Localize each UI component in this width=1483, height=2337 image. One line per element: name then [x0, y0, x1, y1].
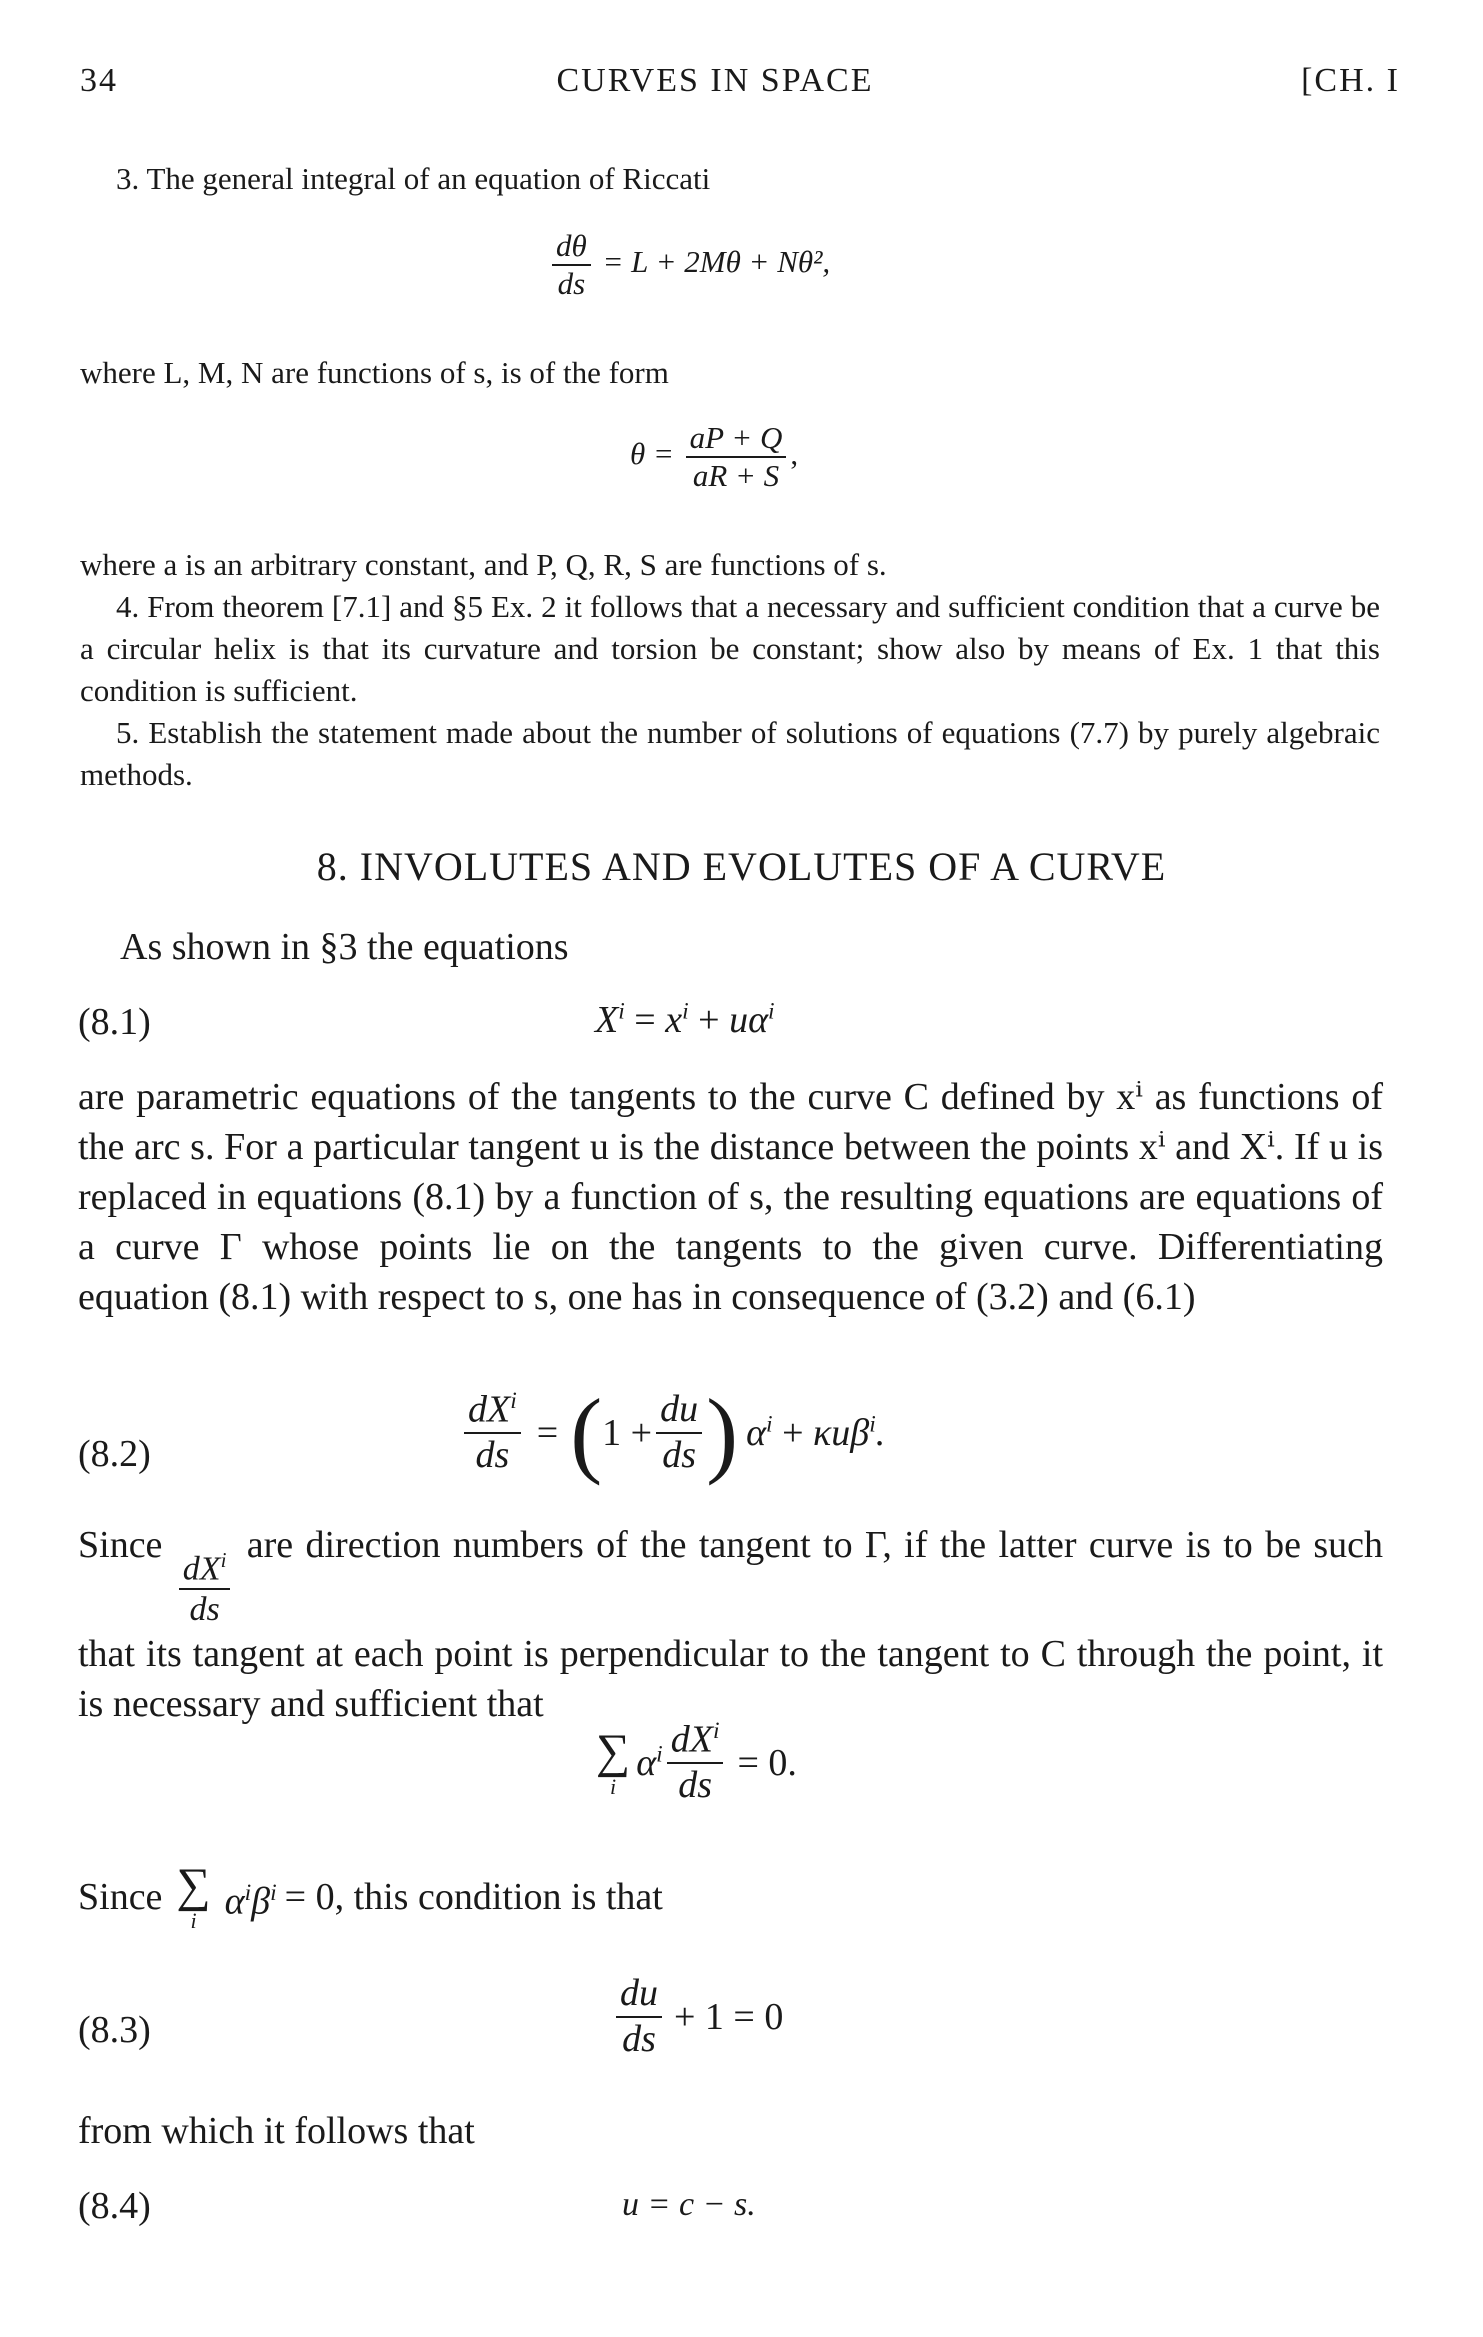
- solution-denominator: aR + S: [692, 457, 780, 493]
- page-number: 34: [80, 62, 118, 99]
- equation-8-4: u = c − s.: [622, 2186, 756, 2223]
- equation-8-3: $\frac{du}{ds}$ + 1 = 0: [612, 1972, 783, 2061]
- exercise-5: 5. Establish the statement made about the number of solutions of equations (7.7) by purely algebraic methods.: [80, 715, 1380, 792]
- solution-numerator: aP + Q: [686, 420, 787, 458]
- exercise-4: 4. From theorem [7.1] and §5 Ex. 2 it follows that a necessary and sufficient condition that a curve be a circular helix is that its curvature and torsion be constant; show also by means of Ex. 1 that this condition is sufficient.: [80, 589, 1380, 708]
- paragraph-tangents: are parametric equations of the tangents to the curve C defined by xⁱ as functions of the arc s. For a particular tangent u is the distance between the points xⁱ and Xⁱ. If u is replaced in equations (8.1) by a function of s, the resulting equations are equations of a curve Γ whose points lie on the tangents to the given curve. Differentiating equation (8.1) with respect to s, one has in consequence of (3.2) and (6.1): [78, 1076, 1383, 1318]
- running-title: CURVES IN SPACE: [556, 62, 874, 99]
- riccati-rhs: = L + 2Mθ + Nθ²,: [602, 243, 831, 279]
- paragraph-from-which: from which it follows that: [78, 2110, 475, 2152]
- equation-8-1: $X^i = x^i + u\alpha^i$: [595, 998, 775, 1041]
- riccati-solution: θ = $\frac{aP + Q}{aR + S}$ ,: [630, 420, 799, 493]
- equation-8-3-label: (8.3): [78, 2009, 151, 2051]
- equation-8-2: $\frac{dX^i}{ds}$ = ( 1 + $\frac{du}{ds}$ ) $\alpha^i + \kappa u\beta^i$.: [460, 1385, 885, 1481]
- section-heading: 8. INVOLUTES AND EVOLUTES OF A CURVE: [316, 844, 1167, 889]
- riccati-equation: $\frac{d\theta}{ds}$ = L + 2Mθ + Nθ²,: [548, 228, 830, 301]
- paragraph-since-direction: Since $\frac{dX^i}{ds}$ are direction numbers of the tangent to Γ, if the latter curve is to be such that its tangent at each point is perpendicular to the tangent to C through the point, it is necessary and sufficient that: [78, 1524, 1384, 1726]
- equation-8-1-label: (8.1): [78, 1001, 151, 1043]
- exercise-3-where: where L, M, N are functions of s, is of the form: [80, 355, 669, 390]
- equation-8-2-label: (8.2): [78, 1433, 151, 1475]
- since-direction-text: are direction numbers of the tangent to Γ, if the latter curve is to be such that its tangent at each point is perpendicular to the tangent to C through the point, it is necessary and sufficient that: [78, 1524, 1384, 1726]
- equation-8-4-label: (8.4): [78, 2185, 151, 2227]
- since-word: Since: [78, 1524, 163, 1566]
- chapter-marker: [CH. I: [1301, 62, 1400, 99]
- exercise-3-intro: 3. The general integral of an equation of Riccati: [116, 161, 711, 196]
- since-word-2: Since: [78, 1876, 163, 1918]
- orthogonality-sum: ∑ i $\alpha^i$ $\frac{dX^i}{ds}$ = 0.: [596, 1718, 797, 1807]
- paragraph-intro: As shown in §3 the equations: [120, 926, 569, 968]
- since-condition-text: = 0, this condition is that: [284, 1876, 663, 1918]
- solution-lhs: θ =: [630, 435, 674, 471]
- paragraph-since-condition: Since ∑ i $\alpha^i\beta^i$ = 0, this condition is that: [78, 1859, 663, 1933]
- exercise-3-tail: where a is an arbitrary constant, and P, Q, R, S are functions of s.: [80, 547, 887, 582]
